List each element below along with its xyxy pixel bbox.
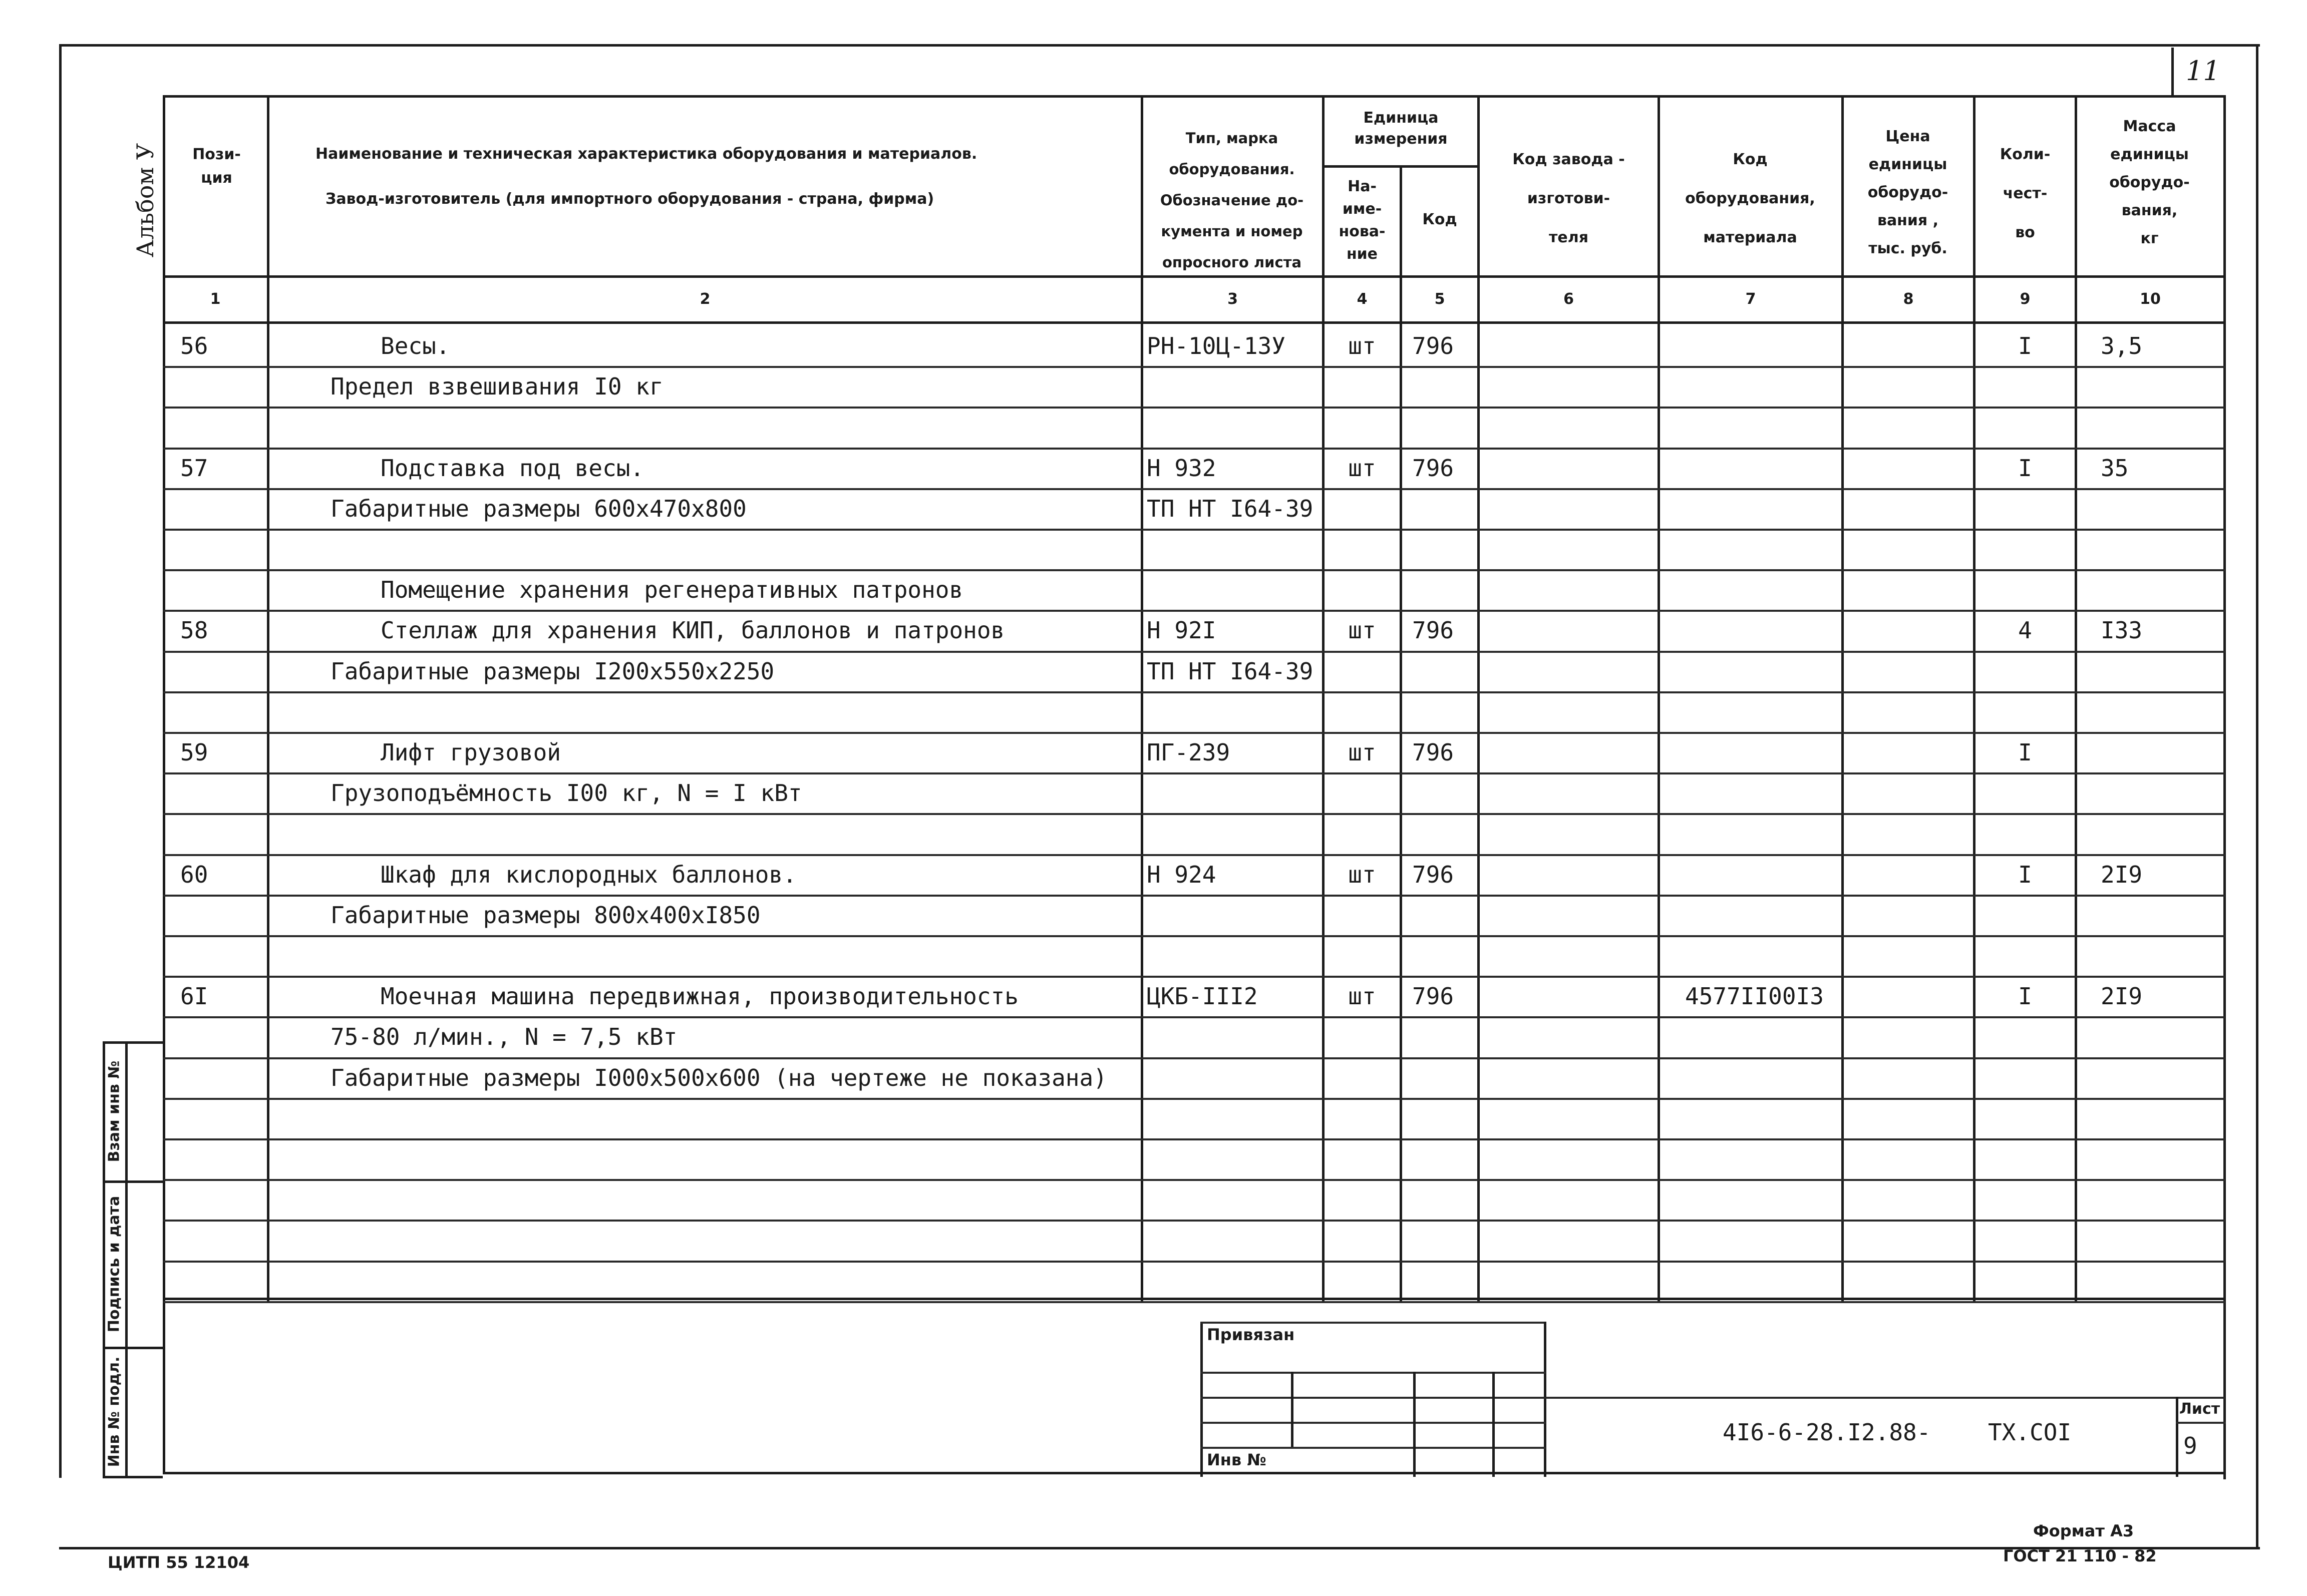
header-mass: Масса единицы оборудо- вания, кг <box>2109 118 2190 247</box>
cell-qty: 4 <box>2018 617 2032 644</box>
cell-mass: 2I9 <box>2101 983 2143 1010</box>
cell-pos: 57 <box>180 455 208 482</box>
cell-unit: шт <box>1348 617 1376 644</box>
header-unit-name: На- име- нова- ние <box>1339 178 1386 263</box>
cell-equip-code: 4577II00I3 <box>1685 983 1824 1010</box>
header-quantity: Коли- чест- во <box>2000 146 2051 241</box>
cell-type: ПГ-239 <box>1147 739 1230 766</box>
cell-name: Габаритные размеры I200х550х2250 <box>331 658 775 685</box>
column-number-3: 3 <box>1227 290 1238 308</box>
cell-code: 796 <box>1412 455 1454 482</box>
cell-name: Лифт грузовой <box>381 739 561 766</box>
stamp-privyazan: Привязан <box>1207 1325 1295 1344</box>
cell-name: Габаритные размеры I000х500х600 (на чертеже не показана) <box>331 1064 1107 1091</box>
page-number: 11 <box>2186 55 2220 87</box>
cell-name: Габаритные размеры 800х400хI850 <box>331 902 761 929</box>
cell-mass: I33 <box>2101 617 2143 644</box>
cell-name: Грузоподъёмность I00 кг, N = I кВт <box>331 779 802 807</box>
cell-unit: шт <box>1348 332 1376 359</box>
header-price: Цена единицы оборудо- вания , тыс. руб. <box>1867 128 1948 257</box>
column-number-10: 10 <box>2140 290 2161 308</box>
cell-name: Помещение хранения регенеративных патронов <box>381 576 963 603</box>
header-factory-code: Код завода - изготови- теля <box>1512 151 1625 246</box>
album-label: Альбом У <box>132 143 159 258</box>
cell-unit: шт <box>1348 983 1376 1010</box>
cell-name: Весы. <box>381 332 450 359</box>
cell-pos: 60 <box>180 861 208 888</box>
cell-type: Н 924 <box>1147 861 1216 888</box>
cell-name: Шкаф для кислородных баллонов. <box>381 861 797 888</box>
header-type: Тип, марка оборудования. Обозначение до- кумента и номер опросного листа <box>1160 130 1304 271</box>
cell-code: 796 <box>1412 861 1454 888</box>
cell-type: РН-10Ц-13У <box>1147 332 1285 359</box>
sheet-label: Лист <box>2179 1400 2220 1418</box>
document-code: 4I6-6-28.I2.88- <box>1723 1419 1931 1446</box>
cell-pos: 6I <box>180 983 208 1010</box>
cell-pos: 56 <box>180 332 208 359</box>
column-number-8: 8 <box>1903 290 1914 308</box>
cell-name: Габаритные размеры 600х470х800 <box>331 495 747 522</box>
column-number-4: 4 <box>1357 290 1368 308</box>
cell-pos: 59 <box>180 739 208 766</box>
column-number-6: 6 <box>1563 290 1574 308</box>
sheet-number: 9 <box>2183 1432 2197 1459</box>
cell-name: Моечная машина передвижная, производительность <box>381 983 1019 1010</box>
cell-unit: шт <box>1348 455 1376 482</box>
footer-format: Формат А3 <box>2033 1521 2134 1540</box>
column-number-5: 5 <box>1434 290 1445 308</box>
header-unit: Единица измерения <box>1354 109 1448 148</box>
cell-code: 796 <box>1412 617 1454 644</box>
cell-qty: I <box>2018 739 2032 766</box>
cell-qty: I <box>2018 332 2032 359</box>
cell-mass: 2I9 <box>2101 861 2143 888</box>
cell-code: 796 <box>1412 332 1454 359</box>
header-position: Пози- ция <box>192 146 241 187</box>
cell-code: 796 <box>1412 983 1454 1010</box>
cell-pos: 58 <box>180 617 208 644</box>
footer-citp: ЦИТП 55 12104 <box>108 1553 250 1572</box>
cell-name: Предел взвешивания I0 кг <box>331 373 664 400</box>
cell-qty: I <box>2018 983 2032 1010</box>
side-label-podpis: Подпись и дата <box>105 1195 123 1333</box>
column-number-2: 2 <box>700 290 711 308</box>
footer-gost: ГОСТ 21 110 - 82 <box>2003 1546 2157 1565</box>
cell-unit: шт <box>1348 861 1376 888</box>
cell-mass: 35 <box>2101 455 2129 482</box>
header-equip-code: Код оборудования, материала <box>1685 151 1815 246</box>
cell-unit: шт <box>1348 739 1376 766</box>
cell-type: Н 92I <box>1147 617 1216 644</box>
header-unit-code: Код <box>1422 211 1457 228</box>
header-name-line2: Завод-изготовитель (для импортного оборудования - страна, фирма) <box>325 190 934 208</box>
cell-qty: I <box>2018 861 2032 888</box>
cell-code: 796 <box>1412 739 1454 766</box>
cell-mass: 3,5 <box>2101 332 2143 359</box>
stamp-inv-no: Инв № <box>1207 1450 1266 1469</box>
column-number-1: 1 <box>210 290 221 308</box>
side-label-vzam: Взам инв № <box>105 1060 123 1162</box>
cell-type: ЦКБ-III2 <box>1147 983 1258 1010</box>
cell-type: ТП НТ I64-39 <box>1147 658 1313 685</box>
cell-name: 75-80 л/мин., N = 7,5 кВт <box>331 1023 678 1050</box>
cell-name: Стеллаж для хранения КИП, баллонов и патронов <box>381 617 1005 644</box>
document-suffix: ТХ.СОI <box>1988 1419 2072 1446</box>
cell-name: Подставка под весы. <box>381 455 644 482</box>
cell-type: ТП НТ I64-39 <box>1147 495 1313 522</box>
column-number-7: 7 <box>1745 290 1756 308</box>
header-name-line1: Наименование и техническая характеристика оборудования и материалов. <box>315 145 977 163</box>
column-number-9: 9 <box>2020 290 2031 308</box>
cell-qty: I <box>2018 455 2032 482</box>
side-label-inv: Инв № подл. <box>105 1356 123 1467</box>
cell-type: Н 932 <box>1147 455 1216 482</box>
